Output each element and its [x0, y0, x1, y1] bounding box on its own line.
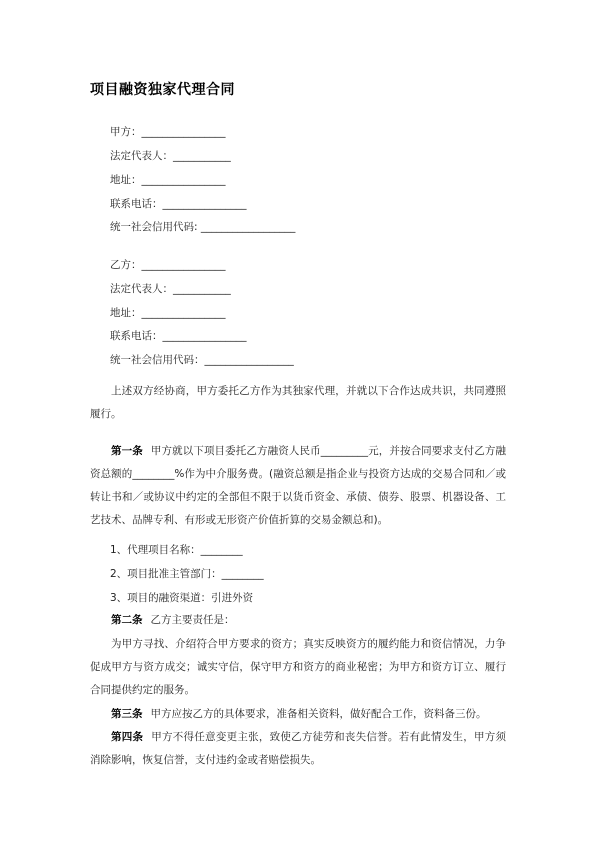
- article-2-label: 第二条: [111, 614, 143, 626]
- party-b-credit-code-field: 统一社会信用代码：_________________: [110, 354, 294, 366]
- list-item-project-name: 1、代理项目名称：________: [110, 544, 243, 556]
- party-b-name-field: 乙方：________________: [110, 259, 226, 271]
- article-2-text: 乙方主要责任是：: [150, 614, 235, 626]
- party-a-address-field: 地址：________________: [110, 174, 226, 186]
- party-a-credit-code-field: 统一社会信用代码: __________________: [110, 221, 296, 233]
- article-1-label: 第一条: [111, 445, 143, 457]
- article-1-text: 甲方就以下项目委托乙方融资人民币_________元，并按合同要求支付乙方融资总额的________%作为中介服务费。(融资总额是指企业与投资方达成的交易合同和／或转让书和／或协议中约定的全部但不限于以货币资金、承债、债券、股票、机器设备、工艺技术、品牌专利、有形或无形资产价值折算的交易金额总和)。: [90, 445, 507, 526]
- article-4-text: 甲方不得任意变更主张，致使乙方徒劳和丧失信誉。若有此情发生，甲方须消除影响，恢复信誉，支付违约金或者赔偿损失。: [90, 731, 507, 766]
- party-b-legal-rep-field: 法定代表人：___________: [110, 283, 231, 295]
- intro-paragraph: 上述双方经协商，甲方委托乙方作为其独家代理，并就以下合作达成共识，共同遵照履行。: [90, 385, 506, 420]
- list-item-authority: 2、项目批准主管部门：________: [110, 568, 264, 580]
- party-a-phone-field: 联系电话：________________: [110, 198, 247, 210]
- article-4-label: 第四条: [111, 731, 144, 743]
- article-4: [90, 726, 506, 772]
- article-3-label: 第三条: [111, 708, 143, 720]
- article-1: [90, 440, 506, 532]
- party-a-name-field: 甲方：________________: [110, 126, 226, 138]
- article-3-text: 甲方应按乙方的具体要求，准备相关资料，做好配合工作，资料备三份。: [150, 708, 487, 720]
- list-item-channel: 3、项目的融资渠道：引进外资: [110, 592, 254, 604]
- article-2-detail: 为甲方寻找、介绍符合甲方要求的资方；真实反映资方的履约能力和资信情况，力争促成甲方与资方成交；诚实守信，保守甲方和资方的商业秘密；为甲方和资方订立、履行合同提供约定的服务。: [90, 638, 506, 696]
- article-3: [90, 703, 506, 726]
- party-b-address-field: 地址：________________: [110, 307, 226, 319]
- article-2: [90, 609, 506, 632]
- party-a-legal-rep-field: 法定代表人：___________: [110, 150, 231, 162]
- document-title: 项目融资独家代理合同: [90, 82, 235, 98]
- party-b-phone-field: 联系电话：________________: [110, 330, 247, 342]
